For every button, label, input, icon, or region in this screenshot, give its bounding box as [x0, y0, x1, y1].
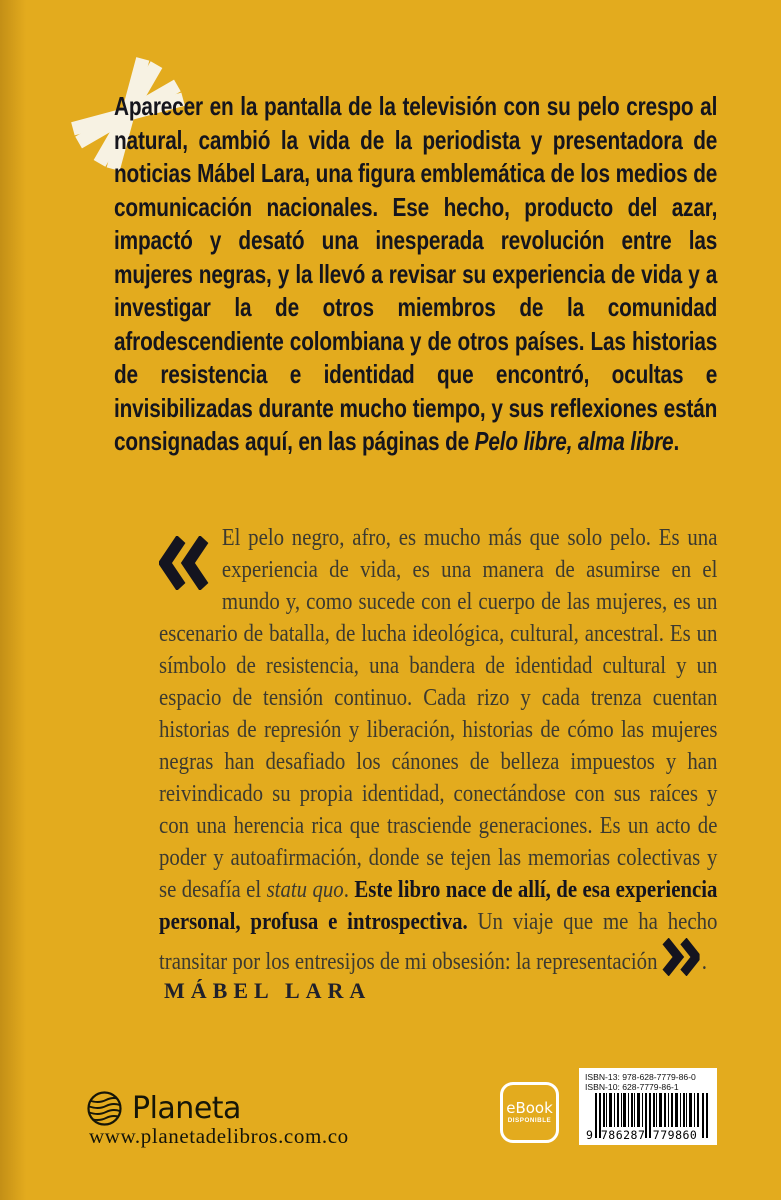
pull-quote: [159, 522, 717, 978]
quote-text-1: El pelo negro, afro, es mucho más que solo pelo. Es una experiencia de vida, es una manera de asumirse en el mundo y, como sucede con el cuerpo de las mujeres, es un escenario de batalla, de lucha ideológica, cultural, ancestral. Es un símbolo de resistencia, una bandera de identidad cultural y un espacio de tensión continuo. Cada rizo y cada trenza cuentan historias de represión y liberación, historias de cómo las mujeres negras han desafiado los cánones de belleza impuestos y han reivindicado su propia identidad, conectándose con sus raíces y con una herencia rica que trasciende generaciones. Es un acto de poder y autoafirmación, donde se tejen las memorias colectivas y se desafía el: [159, 524, 718, 903]
barcode-panel: [579, 1068, 717, 1145]
double-chevron-right-icon: [663, 938, 700, 976]
publisher-logo-group: [86, 1090, 241, 1127]
ebook-badge-subtitle: DISPONIBLE: [507, 1117, 552, 1124]
book-title-italic: Pelo libre, alma libre: [474, 426, 674, 456]
publisher-name: Planeta: [132, 1091, 241, 1126]
author-name: MÁBEL LARA: [164, 978, 372, 1003]
synopsis-text: Aparecer en la pantalla de la televisión con su pelo crespo al natural, cambió la vida de la periodista y presentadora de noticias Mábel Lara, una figura emblemática de los medios de comunicación nacionales. Ese hecho, producto del azar, impactó y desató una inesperada revolución entre las mujeres negras, y la llevó a revisar su experiencia de vida y a investigar la de otros miembros de la comunidad afrodescendiente colombiana y de otros países. Las historias de resistencia e identidad que encontró, ocultas e invisibilizadas durante mucho tiempo, y sus reflexiones están consignadas aquí, en las páginas de: [114, 91, 718, 456]
quote-latin-italic: statu quo: [266, 876, 344, 903]
barcode-number: 9 786287 779860: [586, 1128, 698, 1142]
double-chevron-left-icon: [159, 536, 210, 590]
synopsis-paragraph: [114, 90, 717, 459]
ebook-badge-title: eBook: [506, 1099, 553, 1117]
quote-bold-emphasis: Este libro nace de allí, de esa experiencia personal, profusa e introspectiva.: [159, 876, 718, 935]
quote-separator: .: [343, 876, 355, 903]
isbn10-text: ISBN-10: 628-7779-86-1: [585, 1082, 679, 1092]
synopsis-period: .: [673, 426, 680, 456]
open-quote-container: [159, 522, 222, 590]
quote-text-2: Un viaje que me ha hecho transitar por los entresijos de mi obsesión: la representación: [159, 908, 718, 975]
quote-period: .: [701, 948, 707, 975]
ebook-badge: [500, 1082, 559, 1143]
planeta-globe-icon: [86, 1090, 123, 1127]
isbn13-text: ISBN-13: 978-628-7779-86-0: [585, 1072, 696, 1082]
publisher-website: www.planetadelibros.com.co: [89, 1124, 349, 1148]
spine-shadow: [0, 0, 26, 1200]
